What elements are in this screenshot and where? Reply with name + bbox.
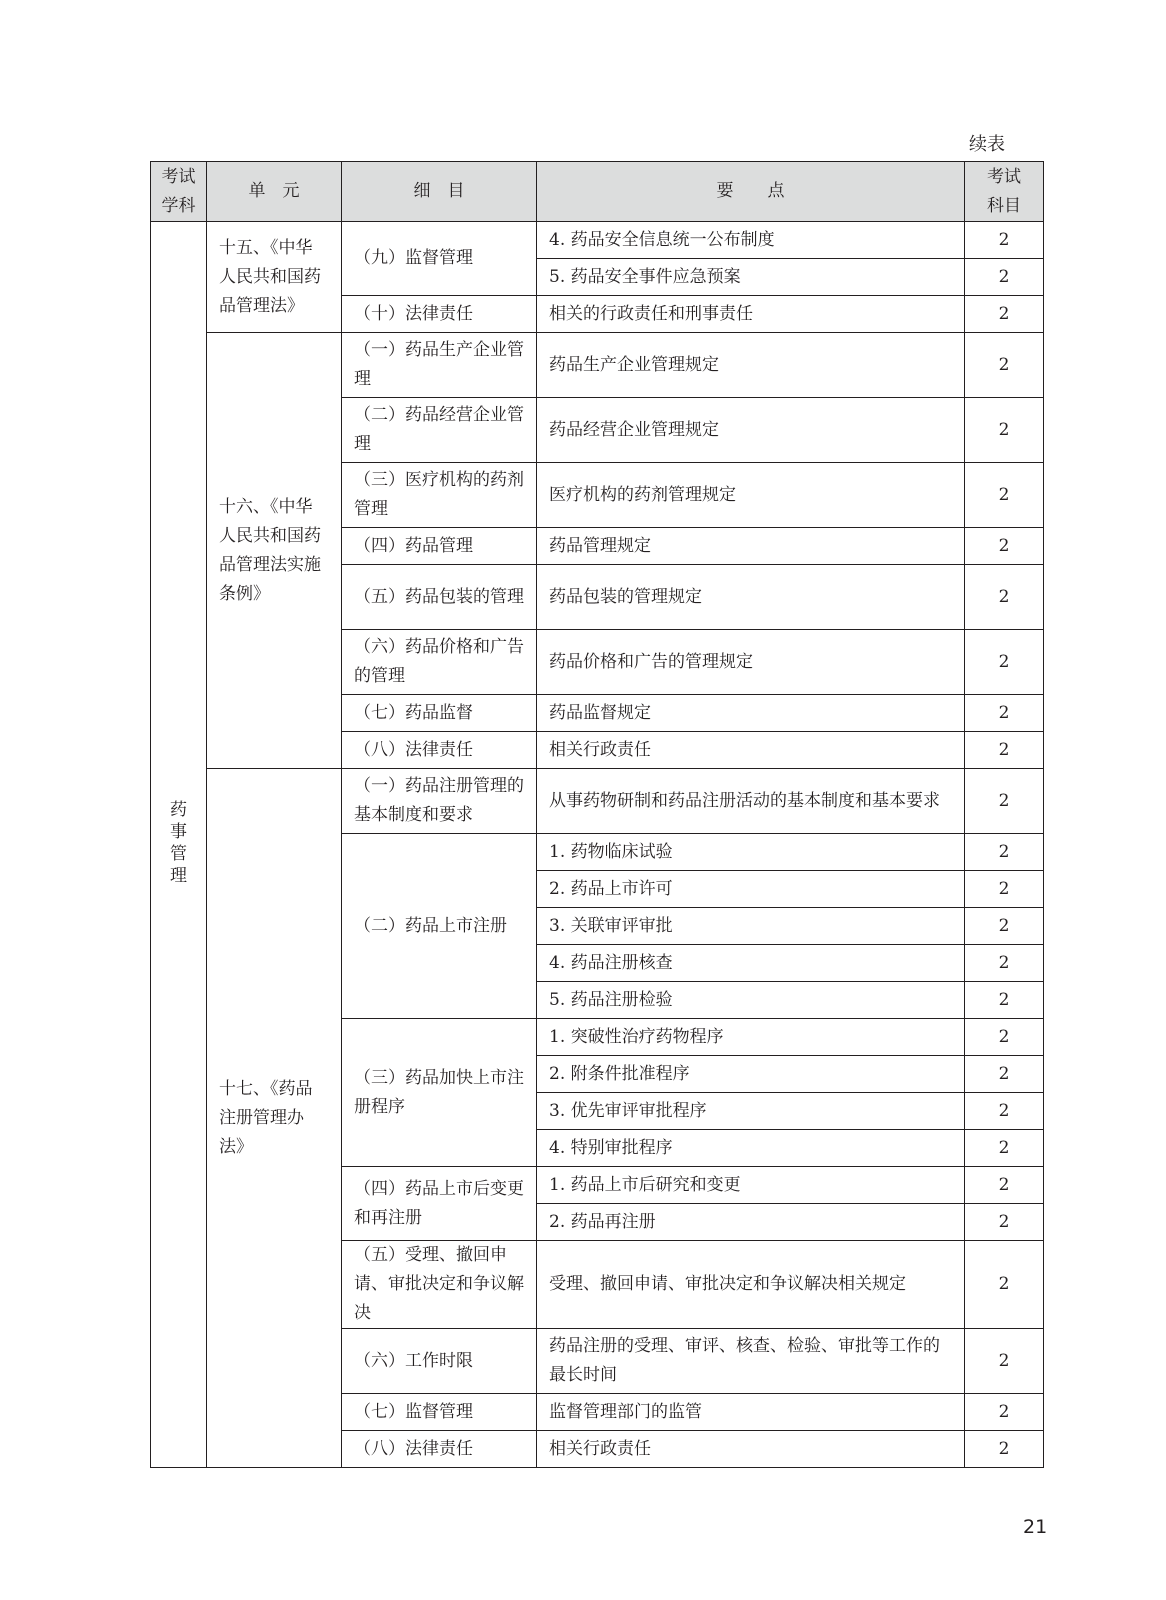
- table-body: [151, 222, 1044, 1468]
- item-cell: （七）药品监督: [342, 695, 537, 732]
- point-cell: 受理、撤回申请、审批决定和争议解决相关规定: [537, 1241, 965, 1329]
- score-cell: 2: [965, 565, 1044, 630]
- item-cell: （八）法律责任: [342, 1431, 537, 1468]
- table-row: [151, 769, 1044, 834]
- unit-cell: 十七、《药品注册管理办法》: [207, 769, 342, 1468]
- point-cell: 3. 优先审评审批程序: [537, 1093, 965, 1130]
- score-cell: 2: [965, 982, 1044, 1019]
- score-cell: 2: [965, 945, 1044, 982]
- subject-cell: [151, 222, 207, 1468]
- score-cell: 2: [965, 769, 1044, 834]
- score-cell: 2: [965, 259, 1044, 296]
- table-row: [151, 222, 1044, 259]
- point-cell: 3. 关联审评审批: [537, 908, 965, 945]
- point-cell: 药品管理规定: [537, 528, 965, 565]
- score-cell: 2: [965, 732, 1044, 769]
- item-cell: （一）药品注册管理的基本制度和要求: [342, 769, 537, 834]
- page-number: 21: [1023, 1516, 1048, 1538]
- header-unit: 单 元: [207, 162, 342, 222]
- item-cell: （八）法律责任: [342, 732, 537, 769]
- point-cell: 监督管理部门的监管: [537, 1394, 965, 1431]
- table-row: [151, 333, 1044, 398]
- score-cell: 2: [965, 630, 1044, 695]
- score-cell: 2: [965, 1130, 1044, 1167]
- point-cell: 药品生产企业管理规定: [537, 333, 965, 398]
- score-cell: 2: [965, 1431, 1044, 1468]
- item-cell: （四）药品上市后变更和再注册: [342, 1167, 537, 1241]
- score-cell: 2: [965, 1167, 1044, 1204]
- point-cell: 药品包装的管理规定: [537, 565, 965, 630]
- table-header-row: [151, 162, 1044, 222]
- point-cell: 药品注册的受理、审评、核查、检验、审批等工作的最长时间: [537, 1329, 965, 1394]
- score-cell: 2: [965, 1093, 1044, 1130]
- subject-label: 药事管理: [170, 799, 187, 886]
- score-cell: 2: [965, 333, 1044, 398]
- item-cell: （二）药品上市注册: [342, 834, 537, 1019]
- item-cell: （六）药品价格和广告的管理: [342, 630, 537, 695]
- point-cell: 5. 药品安全事件应急预案: [537, 259, 965, 296]
- point-cell: 药品经营企业管理规定: [537, 398, 965, 463]
- unit-cell: 十六、《中华人民共和国药品管理法实施条例》: [207, 333, 342, 769]
- item-cell: （五）受理、撤回申请、审批决定和争议解决: [342, 1241, 537, 1329]
- unit-cell: 十五、《中华人民共和国药品管理法》: [207, 222, 342, 333]
- point-cell: 相关行政责任: [537, 732, 965, 769]
- score-cell: 2: [965, 296, 1044, 333]
- score-cell: 2: [965, 1241, 1044, 1329]
- header-points: 要 点: [537, 162, 965, 222]
- score-cell: 2: [965, 1056, 1044, 1093]
- point-cell: 4. 特别审批程序: [537, 1130, 965, 1167]
- point-cell: 相关的行政责任和刑事责任: [537, 296, 965, 333]
- item-cell: （六）工作时限: [342, 1329, 537, 1394]
- syllabus-table: [150, 161, 1044, 1468]
- score-cell: 2: [965, 1204, 1044, 1241]
- item-cell: （九）监督管理: [342, 222, 537, 296]
- point-cell: 2. 药品上市许可: [537, 871, 965, 908]
- header-item: 细 目: [342, 162, 537, 222]
- point-cell: 相关行政责任: [537, 1431, 965, 1468]
- point-cell: 从事药物研制和药品注册活动的基本制度和基本要求: [537, 769, 965, 834]
- item-cell: （七）监督管理: [342, 1394, 537, 1431]
- score-cell: 2: [965, 1394, 1044, 1431]
- item-cell: （五）药品包装的管理: [342, 565, 537, 630]
- score-cell: 2: [965, 834, 1044, 871]
- header-subject: 考试学科: [151, 162, 207, 222]
- point-cell: 5. 药品注册检验: [537, 982, 965, 1019]
- item-cell: （一）药品生产企业管理: [342, 333, 537, 398]
- score-cell: 2: [965, 695, 1044, 732]
- score-cell: 2: [965, 1329, 1044, 1394]
- header-exam: 考试科目: [965, 162, 1044, 222]
- item-cell: （四）药品管理: [342, 528, 537, 565]
- point-cell: 药品监督规定: [537, 695, 965, 732]
- point-cell: 1. 突破性治疗药物程序: [537, 1019, 965, 1056]
- score-cell: 2: [965, 222, 1044, 259]
- score-cell: 2: [965, 871, 1044, 908]
- point-cell: 1. 药物临床试验: [537, 834, 965, 871]
- point-cell: 2. 药品再注册: [537, 1204, 965, 1241]
- item-cell: （三）药品加快上市注册程序: [342, 1019, 537, 1167]
- item-cell: （二）药品经营企业管理: [342, 398, 537, 463]
- score-cell: 2: [965, 528, 1044, 565]
- score-cell: 2: [965, 908, 1044, 945]
- continued-label: 续表: [969, 134, 1005, 155]
- score-cell: 2: [965, 463, 1044, 528]
- point-cell: 医疗机构的药剂管理规定: [537, 463, 965, 528]
- score-cell: 2: [965, 398, 1044, 463]
- point-cell: 2. 附条件批准程序: [537, 1056, 965, 1093]
- score-cell: 2: [965, 1019, 1044, 1056]
- item-cell: （十）法律责任: [342, 296, 537, 333]
- point-cell: 4. 药品安全信息统一公布制度: [537, 222, 965, 259]
- point-cell: 药品价格和广告的管理规定: [537, 630, 965, 695]
- point-cell: 4. 药品注册核查: [537, 945, 965, 982]
- item-cell: （三）医疗机构的药剂管理: [342, 463, 537, 528]
- point-cell: 1. 药品上市后研究和变更: [537, 1167, 965, 1204]
